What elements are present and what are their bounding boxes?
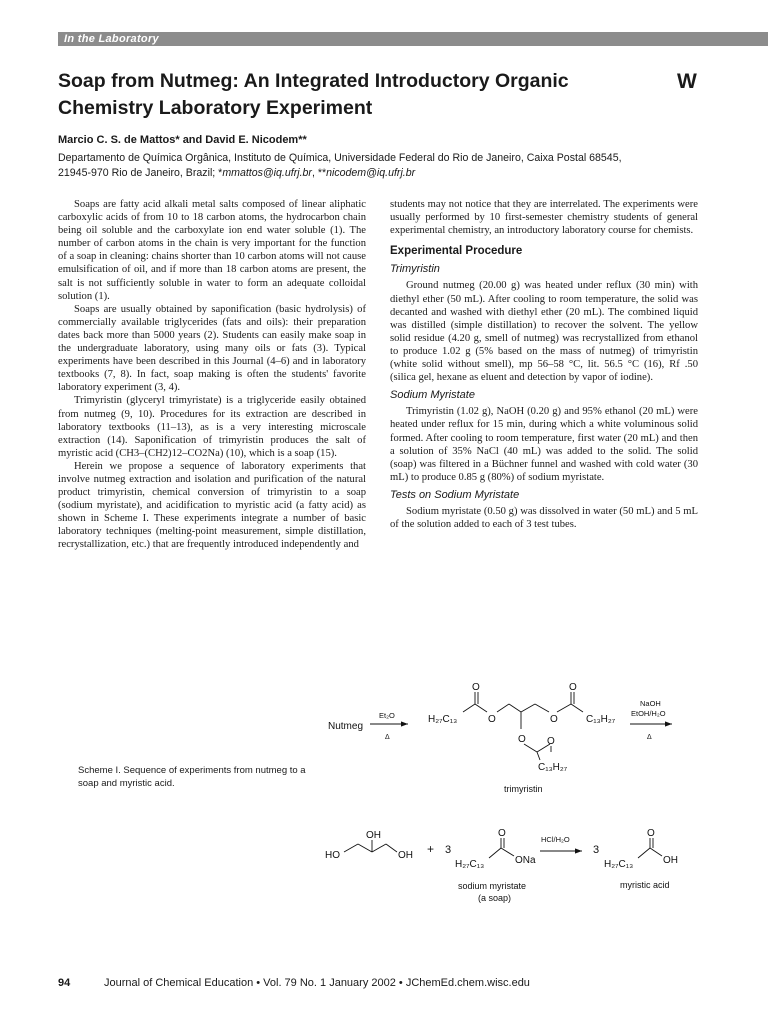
- article-title: Soap from Nutmeg: An Integrated Introductory Organic Chemistry Laboratory Experiment: [58, 70, 569, 119]
- paragraph-saponification: Soaps are usually obtained by saponification (basic hydrolysis) of commercially available triglycerides (fats and oils): their preparation dates back more than 5000 years (2). Students can easily make soap in the undergraduate laboratory, using many oils or fats (3). Typical experiments have been described in this Journal (4–6) and in laboratory textbooks (7, 8). In fact, soap making is often the students' favorite laboratory experiment (3, 4).: [58, 303, 366, 394]
- ona-group: ONa: [515, 855, 536, 866]
- right-column: [390, 198, 698, 531]
- coefficient-3-b: 3: [593, 844, 600, 856]
- subheading-trimyristin: Trimyristin: [390, 263, 440, 276]
- scheme-1-diagram: [0, 678, 768, 918]
- author-affiliation: [58, 151, 708, 180]
- affiliation-separator: , **: [311, 166, 327, 179]
- affiliation-line-2: [58, 166, 708, 181]
- paragraph-intro: Soaps are fatty acid alkali metal salts composed of linear aliphatic carboxylic acids of from 10 to 18 carbon atoms, the hydrocarbon chain being oil soluble and the carboxylate ion end water soluble (1). The number of carbon atoms in the chain is very important for the function of a soap in cleaning: chains shorter than 10 carbon atoms will not cause emulsification of oil, and if more than 18 carbon atoms are present, the salt is not sufficiently soluble in water to form an adequate colloidal solution (1).: [58, 199, 366, 302]
- paragraph-proposal: Herein we propose a sequence of laboratory experiments that involve nutmeg extraction and isolation and purification of the natural product trimyristin, chemical conversion of trimyristin to a soap (sodium myristate), and acidification to myristic acid (a fatty acid) as shown in Scheme I. These experiments integrate a number of basic laboratory techniques (melting-point measurement, simple distillation, recrystallization, etc.) that are frequently introduced independently and: [58, 460, 366, 551]
- carbonyl-o-3: O: [547, 736, 555, 747]
- paragraph-continuation: students may not notice that they are interrelated. The experiments were usually performed by 10 first-semester chemistry students of general experimental chemistry, an introductory laboratory course for chemists.: [390, 199, 698, 237]
- glycerol-ho: HO: [325, 850, 340, 861]
- chain-sodium-myristate: H₂₇C₁₃: [455, 859, 485, 870]
- journal-citation: Journal of Chemical Education • Vol. 79 No. 1 January 2002 • JChemEd.chem.wisc.edu: [104, 977, 530, 989]
- ester-o-3: O: [518, 734, 526, 745]
- reagent-etoh-water: EtOH/H₂O: [631, 709, 666, 718]
- heading-experimental-procedure: Experimental Procedure: [390, 245, 523, 258]
- paragraph-tests: Sodium myristate (0.50 g) was dissolved in water (50 mL) and 5 mL of the solution added to each of 3 test tubes.: [390, 505, 698, 531]
- glycerol-oh-top: OH: [366, 830, 381, 841]
- subheading-tests: Tests on Sodium Myristate: [390, 488, 520, 501]
- scheme-caption: Scheme I. Sequence of experiments from nutmeg to a soap and myristic acid.: [78, 765, 306, 789]
- sodium-myristate-label: sodium myristate: [458, 881, 527, 891]
- reagent-naoh: NaOH: [640, 699, 661, 708]
- reagent-hcl-water: HCl/H₂O: [541, 835, 570, 844]
- section-header-bar: [58, 32, 768, 46]
- affiliation-address: 21945-970 Rio de Janeiro, Brazil; *: [58, 166, 223, 179]
- web-supplement-mark: W: [677, 70, 697, 93]
- email-link-2[interactable]: nicodem@iq.ufrj.br: [326, 166, 416, 179]
- paragraph-trimyristin-procedure: Ground nutmeg (20.00 g) was heated under reflux (30 min) with diethyl ether (50 mL). After cooling to room temperature, the solid was decanted and washed with diethyl ether (20 mL). The combined liquid was distilled (simple distillation) to recover the solvent. The yellow solid residue (4.20 g, smell of nutmeg) was recrystallized from ethanol to produce 1.02 g (5% based on the mass of nutmeg) of trimyristin (white solid without smell), mp 56–58 °C, lit. 56.5 °C (16), Rf .50 (silica gel, hexane as eluent and detection by vapor of iodine).: [390, 280, 698, 384]
- reagent-et2o: Et₂O: [379, 711, 395, 720]
- nutmeg-label: Nutmeg: [328, 721, 364, 732]
- chain-left: H₂₇C₁₃: [428, 714, 458, 725]
- soap-label: (a soap): [478, 893, 512, 903]
- affiliation-line-1: Departamento de Química Orgânica, Instituto de Química, Universidade Federal do Rio de Janeiro, Caixa Postal 68545,: [58, 152, 622, 164]
- chain-bottom: C₁₃H₂₇: [538, 762, 568, 773]
- ester-o-1: O: [488, 714, 496, 725]
- paragraph-trimyristin: Trimyristin (glyceryl trimyristate) is a triglyceride easily obtained from nutmeg (9, 10). Procedures for its extraction are described in laboratory textbooks (11–13), as is a very interesting microscale extraction (14). Saponification of trimyristin produces the salt of myristic acid (CH3–(CH2)12–CO2Na) (10), which is a soap (15).: [58, 395, 366, 459]
- heat-symbol-2: Δ: [647, 734, 652, 741]
- myristic-acid-structure: [638, 838, 662, 858]
- myristic-acid-label: myristic acid: [620, 880, 670, 890]
- page-number: 94: [58, 977, 71, 989]
- carbonyl-o-5: O: [647, 828, 655, 839]
- trimyristin-structure: [463, 692, 583, 760]
- acid-oh: OH: [663, 855, 678, 866]
- paragraph-sodium-procedure: Trimyristin (1.02 g), NaOH (0.20 g) and 95% ethanol (20 mL) were heated under reflux for 15 min, during which a white voluminous solid formed. After cooling to room temperature, first water (20 mL) and then a solution of 35% NaCl (40 mL) was added to the solid. The solid (soap) was filtered in a Büchner funnel and washed with cold water (30 mL) to produce 0.85 g (80%) of sodium myristate.: [390, 406, 698, 483]
- section-label: In the Laboratory: [64, 33, 159, 45]
- sodium-myristate-structure: [489, 838, 514, 858]
- glycerol-structure: [344, 840, 397, 852]
- ester-o-2: O: [550, 714, 558, 725]
- carbonyl-o-2: O: [569, 682, 577, 693]
- chain-right: C₁₃H₂₇: [586, 714, 616, 725]
- coefficient-3-a: 3: [445, 844, 452, 856]
- subheading-sodium-myristate: Sodium Myristate: [390, 389, 475, 402]
- article-authors: Marcio C. S. de Mattos* and David E. Nicodem**: [58, 134, 307, 146]
- email-link-1[interactable]: mmattos@iq.ufrj.br: [222, 166, 312, 179]
- plus-sign: +: [427, 842, 435, 856]
- glycerol-oh-right: OH: [398, 850, 413, 861]
- trimyristin-label: trimyristin: [504, 784, 543, 794]
- carbonyl-o-1: O: [472, 682, 480, 693]
- left-column: [58, 198, 366, 552]
- carbonyl-o-4: O: [498, 828, 506, 839]
- heat-symbol-1: Δ: [385, 734, 390, 741]
- chain-myristic-acid: H₂₇C₁₃: [604, 859, 634, 870]
